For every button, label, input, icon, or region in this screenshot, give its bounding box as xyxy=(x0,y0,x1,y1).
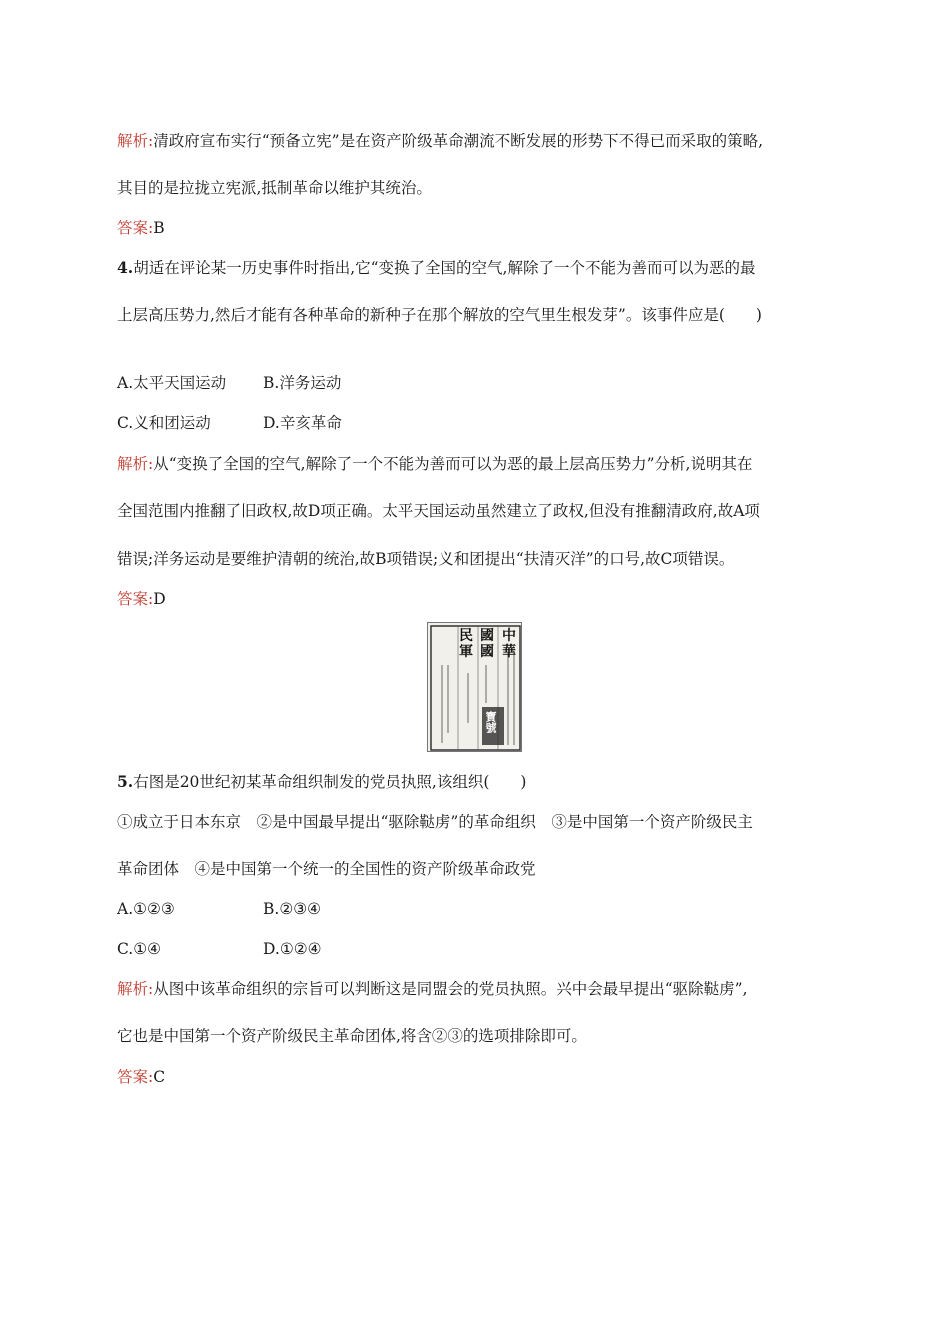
q3-analysis-text-1: 清政府宣布实行“预备立宪”是在资产阶级革命潮流不断发展的形势下不得已而采取的策略, xyxy=(153,132,764,150)
q4-answer-label: 答案: xyxy=(117,590,154,608)
certificate-char-1: 中 xyxy=(502,628,516,644)
q5-answer-value: C xyxy=(153,1068,166,1086)
q4-analysis-line-1 xyxy=(117,453,752,475)
q5-analysis-line-1 xyxy=(117,978,748,1000)
q3-analysis-line-2: 其目的是拉拢立宪派,抵制革命以维护其统治。 xyxy=(117,179,432,197)
q4-answer-value: D xyxy=(153,590,166,608)
q4-analysis-text-1: 从“变换了全国的空气,解除了一个不能为善而可以为恶的最上层高压势力”分析,说明其在 xyxy=(153,455,753,473)
q5-analysis-line-2: 它也是中国第一个资产阶级民主革命团体,将含②③的选项排除即可。 xyxy=(117,1027,587,1045)
q4-option-a: A.太平天国运动 xyxy=(117,374,227,392)
certificate-char-5: 民 xyxy=(459,628,473,644)
q3-answer-label: 答案: xyxy=(117,219,154,237)
q5-option-b: B.②③④ xyxy=(263,900,322,918)
q3-analysis-label: 解析: xyxy=(117,132,154,150)
q5-analysis-text-1: 从图中该革命组织的宗旨可以判断这是同盟会的党员执照。兴中会最早提出“驱除鞑虏”, xyxy=(153,980,748,998)
q4-stem-line-2: 上层高压势力,然后才能有各种革命的新种子在那个解放的空气里生根发芽”。该事件应是( ) xyxy=(117,306,762,324)
q5-option-d: D.①②④ xyxy=(263,940,322,958)
q5-stem xyxy=(117,771,526,793)
membership-certificate-image xyxy=(427,622,522,752)
q3-analysis-line-1 xyxy=(117,130,763,152)
q4-option-b: B.洋务运动 xyxy=(263,374,342,392)
q5-answer xyxy=(117,1066,165,1088)
q5-analysis-label: 解析: xyxy=(117,980,154,998)
q3-answer-value: B xyxy=(153,219,165,237)
q4-analysis-line-2: 全国范围内推翻了旧政权,故D项正确。太平天国运动虽然建立了政权,但没有推翻清政府,故A项 xyxy=(117,502,760,520)
q4-stem-text-1: 胡适在评论某一历史事件时指出,它“变换了全国的空气,解除了一个不能为善而可以为恶的最 xyxy=(133,259,756,277)
q4-answer xyxy=(117,588,166,610)
q5-option-a: A.①②③ xyxy=(117,900,175,918)
q4-analysis-label: 解析: xyxy=(117,455,154,473)
q3-answer xyxy=(117,217,165,239)
q5-answer-label: 答案: xyxy=(117,1068,154,1086)
certificate-char-4: 國 xyxy=(480,644,494,660)
q5-stem-text: 右图是20世纪初某革命组织制发的党员执照,该组织( ) xyxy=(133,773,527,791)
q4-option-d: D.辛亥革命 xyxy=(263,414,342,432)
certificate-char-6: 軍 xyxy=(459,644,473,660)
q4-number: 4. xyxy=(117,258,134,277)
certificate-seal: 寶號 xyxy=(484,711,497,733)
certificate-char-3: 國 xyxy=(480,628,494,644)
q5-option-c: C.①④ xyxy=(117,940,162,958)
certificate-char-2: 華 xyxy=(502,644,516,660)
q5-statements-line-2: 革命团体 ④是中国第一个统一的全国性的资产阶级革命政党 xyxy=(117,860,536,878)
q4-option-c: C.义和团运动 xyxy=(117,414,211,432)
q5-statements-line-1: ①成立于日本东京 ②是中国最早提出“驱除鞑虏”的革命组织 ③是中国第一个资产阶级民主 xyxy=(117,813,753,831)
q4-analysis-line-3: 错误;洋务运动是要维护清朝的统治,故B项错误;义和团提出“扶清灭洋”的口号,故C项错误。 xyxy=(117,550,735,568)
q5-number: 5. xyxy=(117,772,134,791)
q4-stem-line-1 xyxy=(117,257,755,279)
